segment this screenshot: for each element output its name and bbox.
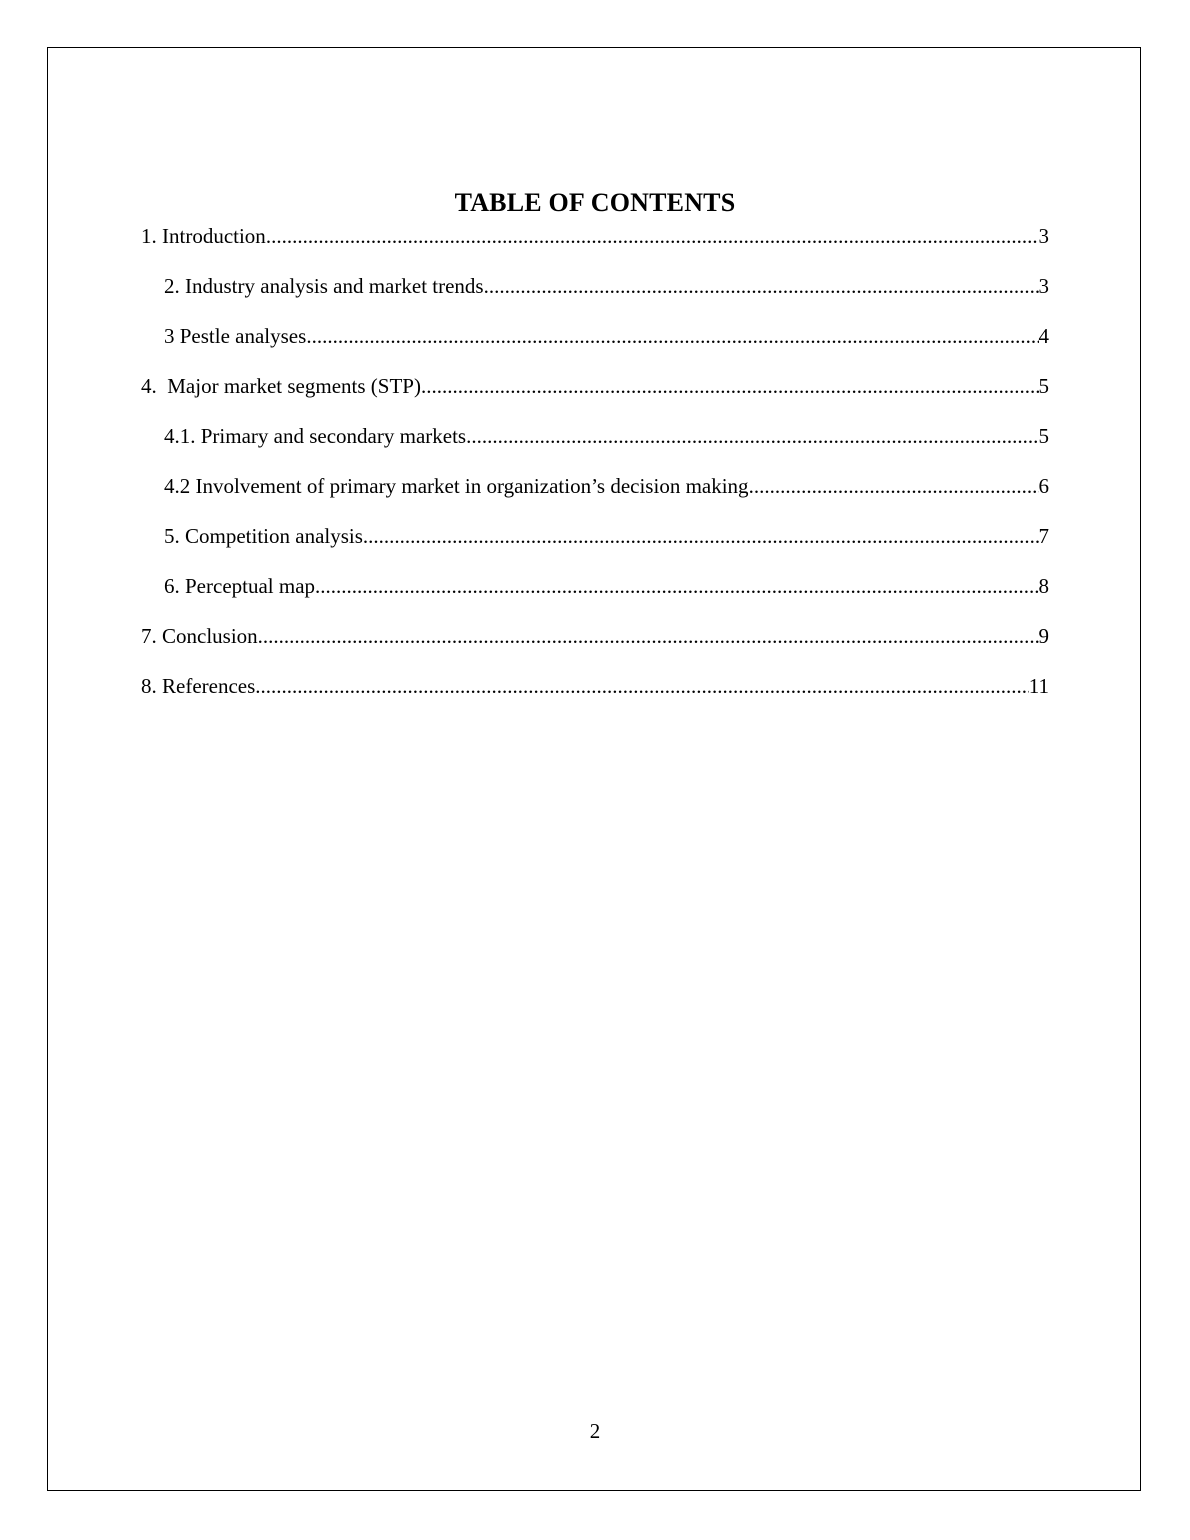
toc-entry-primary-secondary-markets[interactable] xyxy=(164,421,1049,451)
toc-entry-label: 2. Industry analysis and market trends xyxy=(164,274,484,298)
toc-entry-conclusion[interactable] xyxy=(141,621,1049,651)
page-border xyxy=(47,47,1141,1491)
toc-entry-market-segments[interactable] xyxy=(141,371,1049,401)
toc-dot-leader xyxy=(255,671,1028,701)
toc-entry-page: 9 xyxy=(1038,624,1049,648)
toc-entry-page: 5 xyxy=(1038,374,1049,398)
toc-entry-label: 4.1. Primary and secondary markets xyxy=(164,424,467,448)
toc-title: TABLE OF CONTENTS xyxy=(454,188,736,217)
toc-entry-page: 3 xyxy=(1038,274,1049,298)
toc-entry-label: 6. Perceptual map xyxy=(164,574,316,598)
toc-entry-pestle-analyses[interactable] xyxy=(164,321,1049,351)
page-number: 2 xyxy=(589,1419,601,1443)
toc-entry-perceptual-map[interactable] xyxy=(164,571,1049,601)
toc-entry-page: 7 xyxy=(1038,524,1049,548)
toc-entry-page: 8 xyxy=(1038,574,1049,598)
toc-dot-leader xyxy=(315,571,1038,601)
toc-dot-leader xyxy=(749,471,1039,501)
toc-entry-introduction[interactable] xyxy=(141,221,1049,251)
toc-dot-leader xyxy=(363,521,1039,551)
toc-entry-label: 4. Major market segments (STP) xyxy=(141,374,421,398)
toc-entry-label: 7. Conclusion xyxy=(141,624,258,648)
toc-entry-page: 11 xyxy=(1028,674,1049,698)
toc-entry-references[interactable] xyxy=(141,671,1049,701)
toc-entry-page: 5 xyxy=(1038,424,1049,448)
toc-dot-leader xyxy=(421,371,1039,401)
toc-entry-label: 4.2 Involvement of primary market in organization’s decision making xyxy=(164,474,749,498)
toc-dot-leader xyxy=(258,621,1039,651)
toc-dot-leader xyxy=(306,321,1038,351)
toc-dot-leader xyxy=(484,271,1039,301)
toc-entry-industry-analysis[interactable] xyxy=(164,271,1049,301)
toc-entry-page: 3 xyxy=(1038,224,1049,248)
toc-entry-label: 3 Pestle analyses xyxy=(164,324,307,348)
toc-entry-label: 8. References xyxy=(141,674,256,698)
toc-entry-primary-market-involvement[interactable] xyxy=(164,471,1049,501)
toc-entry-competition-analysis[interactable] xyxy=(164,521,1049,551)
toc-dot-leader xyxy=(466,421,1038,451)
toc-entry-page: 4 xyxy=(1038,324,1049,348)
toc-entry-label: 5. Competition analysis xyxy=(164,524,363,548)
toc-entry-page: 6 xyxy=(1038,474,1049,498)
toc-entry-label: 1. Introduction xyxy=(141,224,266,248)
toc-dot-leader xyxy=(266,221,1039,251)
